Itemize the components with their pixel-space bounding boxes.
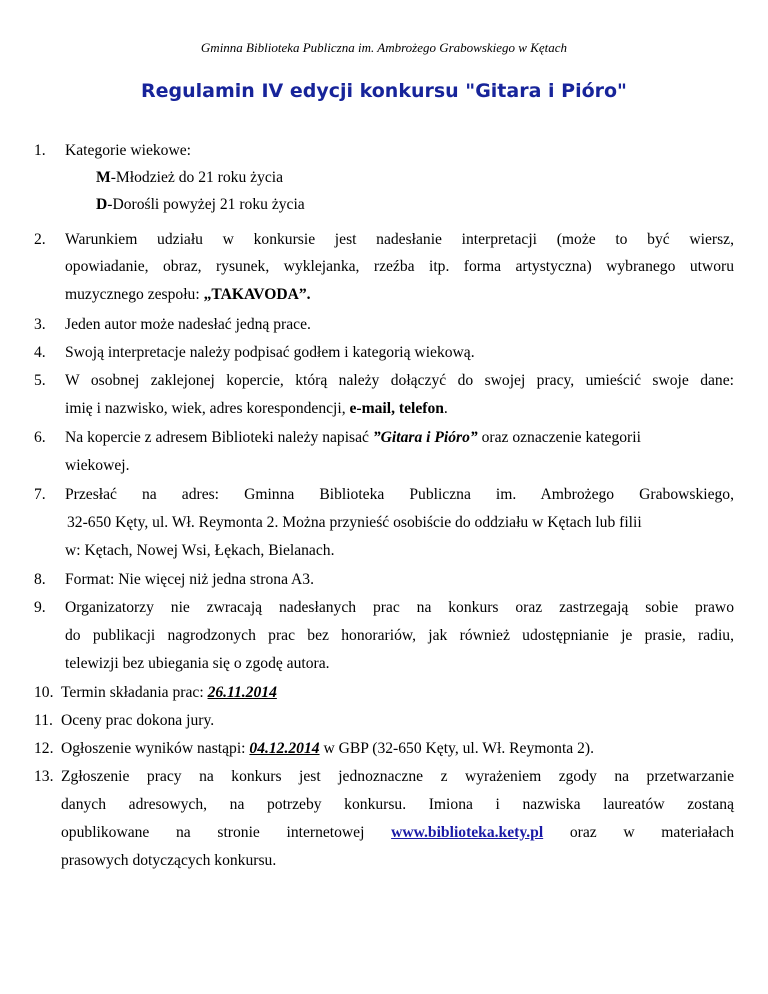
category-label: -Dorośli powyżej 21 roku życia bbox=[107, 196, 305, 213]
rule-number: 2. bbox=[34, 231, 46, 248]
rule-number: 5. bbox=[34, 372, 46, 389]
rule-number: 6. bbox=[34, 429, 46, 446]
rule-text: Swoją interpretacje należy podpisać godłem i kategorią wiekową. bbox=[65, 344, 475, 361]
rule-text-part: opublikowane na stronie internetowej bbox=[61, 824, 365, 841]
rule-text-part: oraz w materiałach bbox=[569, 824, 734, 841]
rule-text: Przesłać na adres: Gminna Biblioteka Publiczna im. Ambrożego Grabowskiego, bbox=[65, 486, 734, 503]
rule-text-part: w GBP (32-650 Kęty, ul. Wł. Reymonta 2). bbox=[319, 740, 595, 757]
deadline-date: 26.11.2014 bbox=[207, 684, 277, 701]
rule-number: 12. bbox=[34, 740, 54, 757]
rule-text: w: Kętach, Nowej Wsi, Łękach, Bielanach. bbox=[65, 542, 335, 559]
rule-text: prasowych dotyczących konkursu. bbox=[61, 852, 277, 869]
rule-text: Oceny prac dokona jury. bbox=[61, 712, 215, 729]
rule-number: 1. bbox=[34, 142, 46, 159]
category-label: -Młodzież do 21 roku życia bbox=[110, 169, 284, 186]
category-m bbox=[96, 169, 283, 187]
rule-text-part: Ogłoszenie wyników nastąpi: bbox=[61, 740, 250, 757]
rule-text-part: imię i nazwisko, wiek, adres korespondencji, bbox=[65, 400, 350, 417]
band-name: „TAKAVODA”. bbox=[203, 286, 311, 303]
rule-number: 11. bbox=[34, 712, 53, 729]
contact-fields: e-mail, telefon bbox=[349, 400, 444, 417]
rule-text: wiekowej. bbox=[65, 457, 130, 474]
results-date: 04.12.2014 bbox=[249, 740, 320, 757]
rule-text-part: oraz oznaczenie kategorii bbox=[477, 429, 641, 446]
rule-number: 3. bbox=[34, 316, 46, 333]
rule-number: 9. bbox=[34, 599, 46, 616]
rule-number: 10. bbox=[34, 684, 54, 701]
rule-text: Organizatorzy nie zwracają nadesłanych prac na konkurs oraz zastrzegają sobie prawo bbox=[65, 599, 734, 616]
rule-text-part: muzycznego zespołu: bbox=[65, 286, 204, 303]
rule-text: Jeden autor może nadesłać jedną prace. bbox=[65, 316, 311, 333]
rule-text: Warunkiem udziału w konkursie jest nadesłanie interpretacji (może to być wiersz, bbox=[65, 231, 734, 248]
rule-text-part: . bbox=[443, 400, 448, 417]
rule-text bbox=[65, 286, 734, 304]
rule-text: danych adresowych, na potrzeby konkursu. Imiona i nazwiska laureatów zostaną bbox=[61, 796, 734, 813]
rule-number: 13. bbox=[34, 768, 54, 785]
rule-text bbox=[61, 740, 730, 758]
website-link[interactable]: www.biblioteka.kety.pl bbox=[391, 824, 544, 841]
page-title: Regulamin IV edycji konkursu "Gitara i Pióro" bbox=[141, 80, 627, 102]
rule-text: opowiadanie, obraz, rysunek, wyklejanka, rzeźba itp. forma artystyczna) wybranego utworu bbox=[65, 258, 734, 275]
library-header: Gminna Biblioteka Publiczna im. Ambrożego Grabowskiego w Kętach bbox=[200, 40, 568, 55]
rule-text: 32-650 Kęty, ul. Wł. Reymonta 2. Można przynieść osobiście do oddziału w Kętach lub filii bbox=[67, 514, 642, 531]
rule-text: do publikacji nagrodzonych prac bez honorariów, jak również udostępnianie je prasie, radiu, bbox=[65, 627, 734, 644]
rule-number: 4. bbox=[34, 344, 46, 361]
category-code: M bbox=[96, 169, 111, 186]
contest-name: ”Gitara i Pióro” bbox=[372, 429, 478, 446]
rule-number: 8. bbox=[34, 571, 46, 588]
rule-number: 7. bbox=[34, 486, 46, 503]
rule-text bbox=[61, 684, 730, 702]
rule-text bbox=[65, 429, 734, 447]
rule-text bbox=[61, 824, 734, 842]
rule-text bbox=[65, 400, 734, 418]
rule-text: Kategorie wiekowe: bbox=[65, 142, 191, 159]
rule-text: Zgłoszenie pracy na konkurs jest jednoznaczne z wyrażeniem zgody na przetwarzanie bbox=[61, 768, 734, 785]
rule-text-part: Termin składania prac: bbox=[61, 684, 208, 701]
rule-text: Format: Nie więcej niż jedna strona A3. bbox=[65, 571, 314, 588]
category-d bbox=[96, 196, 305, 214]
rule-text: telewizji bez ubiegania się o zgodę autora. bbox=[65, 655, 330, 672]
category-code: D bbox=[96, 196, 108, 213]
rule-text-part: Na kopercie z adresem Biblioteki należy napisać bbox=[65, 429, 373, 446]
rule-text: W osobnej zaklejonej kopercie, którą należy dołączyć do swojej pracy, umieścić swoje dane: bbox=[65, 372, 734, 389]
